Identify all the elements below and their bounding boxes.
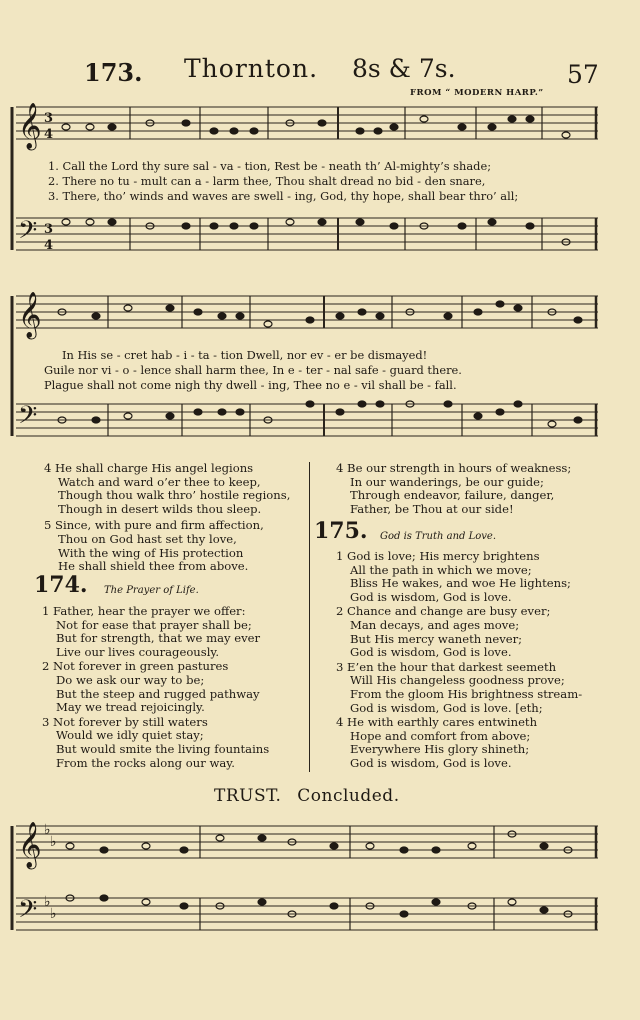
treble-clef-icon: 𝄞 xyxy=(18,822,42,868)
verse-line: God is wisdom, God is love. [eth; xyxy=(350,700,543,715)
svg-text:3: 3 xyxy=(44,222,54,237)
verse-line: Thou on God hast set thy love, xyxy=(58,531,237,546)
verse-line: From the rocks along our way. xyxy=(56,755,235,770)
verse-line: God is wisdom, God is love. xyxy=(350,755,512,770)
page-number: 57 xyxy=(567,60,599,89)
verse-line: May we tread rejoicingly. xyxy=(56,700,205,715)
verse-line: Watch and ward o’er thee to keep, xyxy=(58,474,261,489)
svg-text:♭: ♭ xyxy=(50,906,57,922)
lyric-line: Guile nor vi - o - lence shall harm thee, In e - ter - nal safe - guard there. xyxy=(44,363,462,377)
hymn-173-extra-verses xyxy=(44,462,290,574)
verse-line: Would we idly quiet stay; xyxy=(56,728,204,743)
hymn-number: 173. xyxy=(84,58,143,87)
verse-line: Will His changeless goodness prove; xyxy=(350,673,565,688)
column-divider xyxy=(309,462,310,772)
hymn-175-number: 175. xyxy=(314,518,368,544)
verse-line: 4 Be our strength in hours of weakness; xyxy=(336,461,572,475)
verse-line: Everywhere His glory shineth; xyxy=(350,742,530,757)
treble-clef-icon: 𝄞 xyxy=(18,103,42,149)
svg-text:4: 4 xyxy=(44,127,54,142)
verse-line: Do we ask our way to be; xyxy=(56,672,205,687)
verse-line: In our wanderings, be our guide; xyxy=(350,474,544,489)
hymn-175-verses xyxy=(336,550,582,771)
lyric-line: 3. There, tho’ winds and waves are swell - ing, God, thy hope, shall bear thro’ all; xyxy=(48,189,519,203)
hymn-174-verses xyxy=(42,605,269,770)
staff-trust-bass xyxy=(16,898,598,930)
verse-line: 3 E’en the hour that darkest seemeth xyxy=(336,659,557,674)
verse-line: 4 He with earthly cares entwineth xyxy=(336,715,538,730)
staff-system2-treble xyxy=(16,296,598,328)
lyric-line: 1. Call the Lord thy sure sal - va - tion, Rest be - neath th’ Al-mighty’s shade; xyxy=(48,159,492,173)
verse-line: God is wisdom, God is love. xyxy=(350,589,512,604)
trust-title: TRUST. xyxy=(214,786,282,806)
hymn-174-title: The Prayer of Life. xyxy=(104,585,199,596)
staff-system1-bass xyxy=(16,218,598,250)
verse-line: But His mercy waneth never; xyxy=(350,631,523,646)
lyric-line: In His se - cret hab - i - ta - tion Dwell, nor ev - er be dismayed! xyxy=(62,348,428,362)
svg-text:♭: ♭ xyxy=(44,822,51,838)
verse-line: Bliss He wakes, and woe He lightens; xyxy=(350,576,571,591)
svg-text:♭: ♭ xyxy=(50,834,57,850)
hymn-174-final-verse xyxy=(336,462,571,516)
verse-line: 4 He shall charge His angel legions xyxy=(44,461,254,475)
verse-line: Though thou walk thro’ hostile regions, xyxy=(58,488,291,503)
verse-line: But the steep and rugged pathway xyxy=(56,686,260,701)
verse-line: 1 God is love; His mercy brightens xyxy=(336,549,540,563)
staff-system2-bass xyxy=(16,404,598,436)
verse-line: God is wisdom, God is love. xyxy=(350,645,512,660)
lyric-line: Plague shall not come nigh thy dwell - ing, Thee no e - vil shall be - fall. xyxy=(44,378,457,392)
bass-clef-icon: 𝄢 xyxy=(18,216,38,251)
treble-clef-icon: 𝄞 xyxy=(18,292,42,338)
verse-line: All the path in which we move; xyxy=(350,562,532,577)
verse-line: Through endeavor, failure, danger, xyxy=(350,488,555,503)
verse-line: But would smite the living fountains xyxy=(56,741,270,756)
verse-line: 2 Not forever in green pastures xyxy=(42,659,229,674)
verse-line: 5 Since, with pure and firm affection, xyxy=(44,518,264,533)
trust-subtitle: Concluded. xyxy=(297,786,400,806)
verse-line: Live our lives courageously. xyxy=(56,644,220,659)
hymn-175-title: God is Truth and Love. xyxy=(380,531,497,542)
svg-text:♭: ♭ xyxy=(44,894,51,910)
verse-line: Not for ease that prayer shall be; xyxy=(56,617,252,632)
verse-line: Father, be Thou at our side! xyxy=(350,501,514,516)
verse-line: He shall shield thee from above. xyxy=(58,559,249,574)
hymn-meter: 8s & 7s. xyxy=(352,54,456,83)
verse-line: But for strength, that we may ever xyxy=(56,631,261,646)
verse-line: Though in desert wilds thou sleep. xyxy=(58,501,262,516)
staff-system1-treble xyxy=(16,107,598,139)
verse-line: 1 Father, hear the prayer we offer: xyxy=(42,604,246,618)
svg-text:3: 3 xyxy=(44,111,54,126)
lyric-line: 2. There no tu - mult can a - larm thee, Thou shalt dread no bid - den snare, xyxy=(48,174,486,188)
verse-line: Hope and comfort from above; xyxy=(350,728,531,743)
verse-line: 2 Chance and change are busy ever; xyxy=(336,604,551,619)
verse-line: Man decays, and ages move; xyxy=(350,617,520,632)
svg-text:4: 4 xyxy=(44,238,54,253)
bass-clef-icon: 𝄢 xyxy=(18,401,38,436)
tune-source: FROM “ MODERN HARP.” xyxy=(410,88,544,98)
hymn-174-number: 174. xyxy=(34,572,88,598)
verse-line: 3 Not forever by still waters xyxy=(42,714,208,729)
trust-heading xyxy=(214,786,400,806)
verse-line: From the gloom His brightness stream- xyxy=(350,686,583,701)
verse-line: With the wing of His protection xyxy=(58,545,244,560)
hymn-title: Thornton. xyxy=(184,54,319,83)
bass-clef-icon: 𝄢 xyxy=(18,895,38,930)
